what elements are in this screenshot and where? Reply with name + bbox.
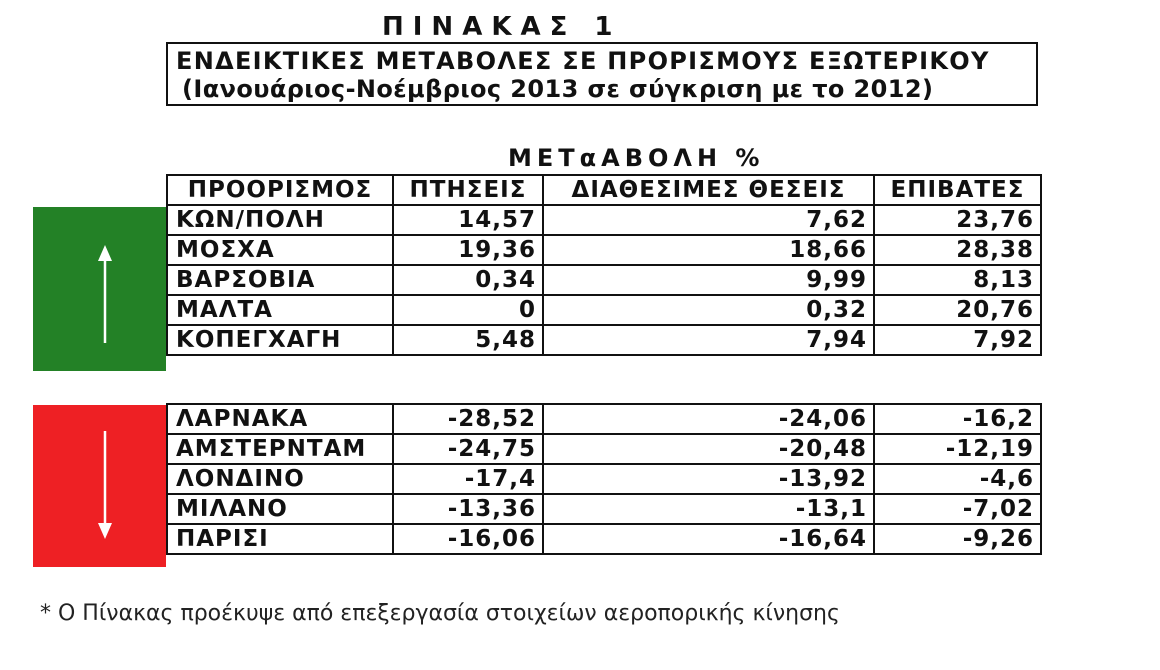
flights-cell: 5,48	[393, 325, 543, 355]
table-row	[167, 434, 1041, 464]
destination-cell: ΚΩΝ/ΠΟΛΗ	[167, 205, 393, 235]
flights-cell: 0	[393, 295, 543, 325]
column-header-flights: ΠΤΗΣΕΙΣ	[393, 175, 543, 205]
passengers-cell: 23,76	[874, 205, 1041, 235]
table-row	[167, 295, 1041, 325]
seats-cell: 9,99	[543, 265, 874, 295]
destination-cell: ΜΙΛΑΝΟ	[167, 494, 393, 524]
decrease-band	[33, 405, 166, 567]
decrease-table	[166, 403, 1042, 555]
passengers-cell: 8,13	[874, 265, 1041, 295]
destination-cell: ΜΟΣΧΑ	[167, 235, 393, 265]
seats-cell: -16,64	[543, 524, 874, 554]
footnote: * Ο Πίνακας προέκυψε από επεξεργασία στοιχείων αεροπορικής κίνησης	[40, 601, 840, 626]
table-row	[167, 494, 1041, 524]
arrow-down-icon	[33, 405, 166, 567]
seats-cell: 7,94	[543, 325, 874, 355]
passengers-cell: 20,76	[874, 295, 1041, 325]
destination-cell: ΒΑΡΣΟΒΙΑ	[167, 265, 393, 295]
arrow-up-icon	[33, 207, 166, 371]
header-row	[167, 175, 1041, 205]
passengers-cell: 7,92	[874, 325, 1041, 355]
passengers-cell: 28,38	[874, 235, 1041, 265]
flights-cell: -13,36	[393, 494, 543, 524]
flights-cell: 14,57	[393, 205, 543, 235]
seats-cell: -13,92	[543, 464, 874, 494]
title-line-1: ΕΝΔΕΙΚΤΙΚΕΣ ΜΕΤΑΒΟΛΕΣ ΣΕ ΠΡΟΡΙΣΜΟΥΣ ΕΞΩΤΕΡΙΚΟΥ	[176, 47, 990, 75]
flights-cell: -28,52	[393, 404, 543, 434]
title-box	[166, 42, 1038, 106]
passengers-cell: -9,26	[874, 524, 1041, 554]
table-row	[167, 235, 1041, 265]
table-heading: ΠΙΝΑΚΑΣ 1	[382, 12, 622, 42]
destination-cell: ΜΑΛΤΑ	[167, 295, 393, 325]
flights-cell: -16,06	[393, 524, 543, 554]
seats-cell: -13,1	[543, 494, 874, 524]
table-row	[167, 265, 1041, 295]
change-percent-header: ΜΕΤαΑΒΟΛΗ %	[508, 144, 765, 172]
flights-cell: -24,75	[393, 434, 543, 464]
destination-cell: ΛΟΝΔΙΝΟ	[167, 464, 393, 494]
passengers-cell: -4,6	[874, 464, 1041, 494]
seats-cell: -20,48	[543, 434, 874, 464]
table-row	[167, 464, 1041, 494]
increase-band	[33, 207, 166, 371]
destination-cell: ΑΜΣΤΕΡΝΤΑΜ	[167, 434, 393, 464]
table-row	[167, 325, 1041, 355]
flights-cell: 19,36	[393, 235, 543, 265]
column-header-seats: ΔΙΑΘΕΣΙΜΕΣ ΘΕΣΕΙΣ	[543, 175, 874, 205]
destination-cell: ΠΑΡΙΣΙ	[167, 524, 393, 554]
table-row	[167, 524, 1041, 554]
title-line-2: (Ιανουάριος-Νοέμβριος 2013 σε σύγκριση με το 2012)	[182, 75, 934, 103]
seats-cell: 0,32	[543, 295, 874, 325]
flights-cell: 0,34	[393, 265, 543, 295]
column-header-passengers: ΕΠΙΒΑΤΕΣ	[874, 175, 1041, 205]
column-header-destination: ΠΡΟΟΡΙΣΜΟΣ	[167, 175, 393, 205]
passengers-cell: -12,19	[874, 434, 1041, 464]
flights-cell: -17,4	[393, 464, 543, 494]
seats-cell: 18,66	[543, 235, 874, 265]
table-row	[167, 404, 1041, 434]
destination-cell: ΚΟΠΕΓΧΑΓΗ	[167, 325, 393, 355]
passengers-cell: -16,2	[874, 404, 1041, 434]
seats-cell: -24,06	[543, 404, 874, 434]
increase-table	[166, 174, 1042, 356]
destination-cell: ΛΑΡΝΑΚΑ	[167, 404, 393, 434]
seats-cell: 7,62	[543, 205, 874, 235]
table-row	[167, 205, 1041, 235]
passengers-cell: -7,02	[874, 494, 1041, 524]
